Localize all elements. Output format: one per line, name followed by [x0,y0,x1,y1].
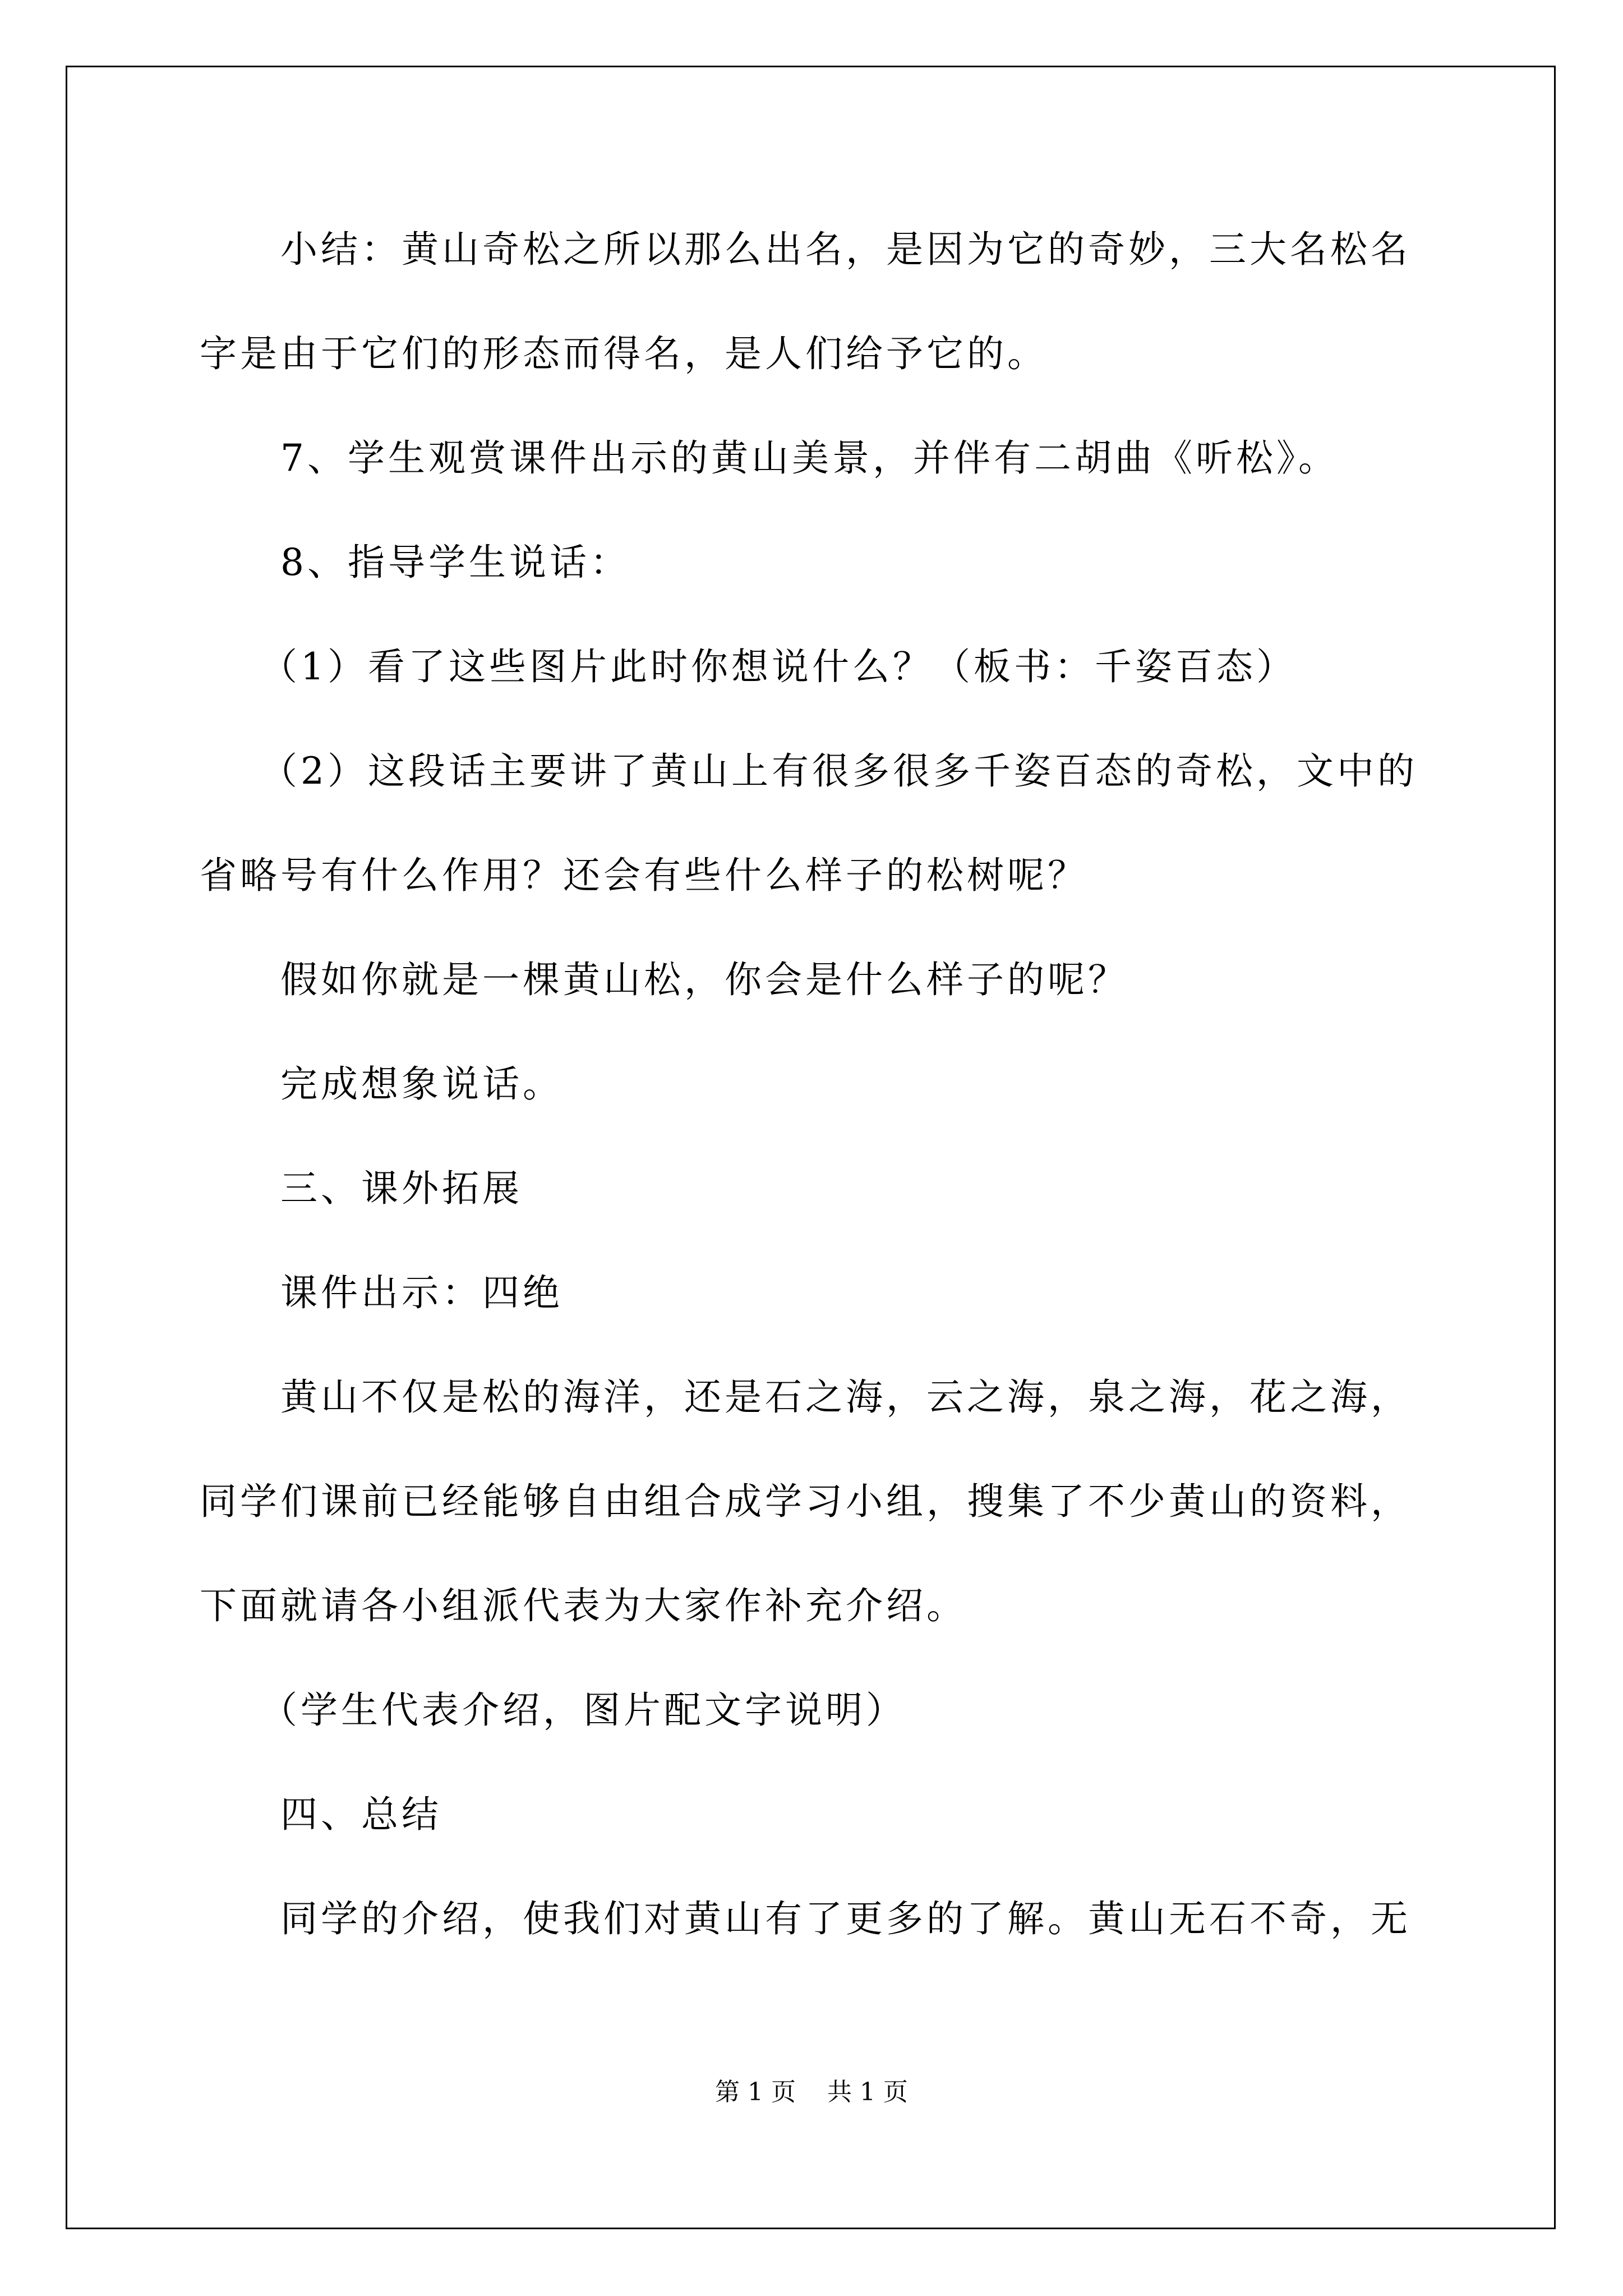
paragraph-line: （2）这段话主要讲了黄山上有很多很多千姿百态的奇松，文中的 [260,749,1418,793]
paragraph-line: 同学的介绍，使我们对黄山有了更多的了解。黄山无石不奇，无 [280,1897,1411,1940]
paragraph-line: 字是由于它们的形态而得名，是人们给予它的。 [200,332,1048,375]
paragraph-line: 完成想象说话。 [280,1062,563,1106]
paragraph-line: 课件出示：四绝 [280,1271,563,1314]
section-heading: 三、课外拓展 [280,1167,523,1210]
paragraph-line: 黄山不仅是松的海洋，还是石之海，云之海，泉之海，花之海， [280,1375,1411,1419]
section-heading: 四、总结 [280,1793,442,1836]
paragraph-line: （1）看了这些图片此时你想说什么？（板书：千姿百态） [260,645,1297,688]
paragraph-line: 假如你就是一棵黄山松，你会是什么样子的呢？ [280,958,1128,1001]
paragraph-line: 小结：黄山奇松之所以那么出名，是因为它的奇妙，三大名松名 [280,228,1411,271]
paragraph-line: 8、指导学生说话： [280,541,630,584]
paragraph-line: 省略号有什么作用？还会有些什么样子的松树呢？ [200,854,1088,897]
paragraph-line: 同学们课前已经能够自由组合成学习小组，搜集了不少黄山的资料， [200,1480,1411,1523]
paragraph-line: 7、学生观赏课件出示的黄山美景，并伴有二胡曲《听松》。 [280,436,1339,480]
paragraph-line: 下面就请各小组派代表为大家作补充介绍。 [200,1584,967,1627]
paragraph-line: （学生代表介绍，图片配文字说明） [260,1688,906,1732]
page-number-footer: 第 1 页 共 1 页 [715,2078,908,2106]
